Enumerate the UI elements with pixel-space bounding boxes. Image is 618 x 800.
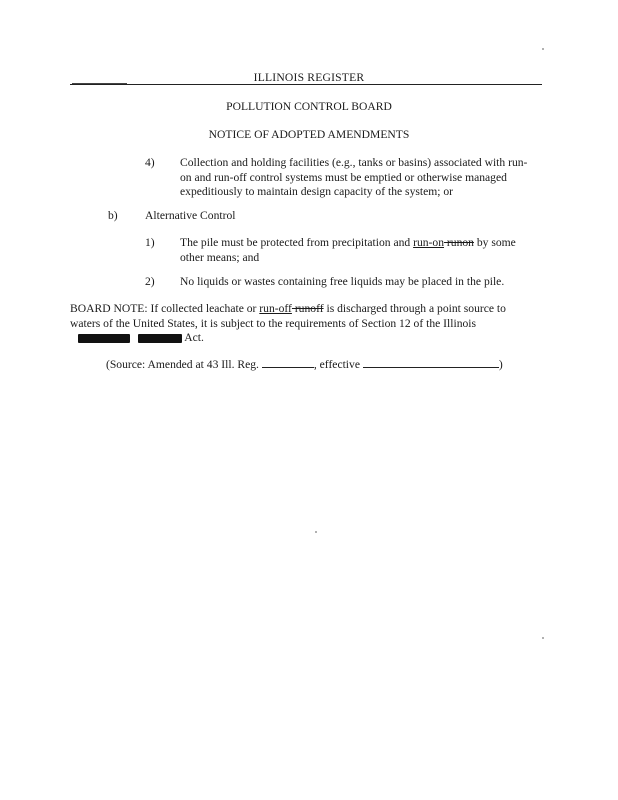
sub-1-text [180, 236, 550, 265]
register-blank [262, 356, 314, 368]
scan-speck [542, 637, 544, 639]
item-4-line-2: on and run-off control systems must be emptied or otherwise managed [180, 170, 507, 184]
redaction-block-2 [138, 334, 182, 343]
board-note [70, 302, 550, 346]
register-title: ILLINOIS REGISTER [253, 71, 365, 84]
run-off-insertion: run-off [259, 302, 292, 315]
sub-1-number: 1) [145, 236, 155, 249]
board-title: POLLUTION CONTROL BOARD [226, 100, 392, 113]
redaction-block-1 [78, 334, 130, 343]
sub-1-line-1-post: by some [473, 236, 516, 249]
board-note-pre: BOARD NOTE: If collected leachate or [70, 302, 260, 315]
sub-1-line-2: other means; and [180, 250, 260, 264]
item-4-text [180, 156, 560, 200]
sub-1-line-1 [180, 236, 550, 251]
board-note-line-3 [70, 331, 550, 346]
source-pre: (Source: Amended at 43 Ill. Reg. [106, 358, 262, 371]
effective-date-blank [363, 356, 499, 368]
runon-deletion: runon [444, 236, 474, 249]
board-note-post: is discharged through a point source to [323, 302, 506, 315]
item-4-number: 4) [145, 156, 155, 169]
sub-2-text: No liquids or wastes containing free liquids may be placed in the pile. [180, 275, 505, 288]
run-on-insertion: run-on [413, 236, 445, 249]
source-line [106, 356, 546, 373]
board-note-line-1 [70, 302, 550, 317]
runoff-deletion: runoff [291, 302, 324, 315]
item-b-number: b) [108, 209, 118, 222]
source-mid: , effective [313, 358, 363, 371]
scan-speck [542, 48, 544, 50]
item-4-line-1: Collection and holding facilities (e.g., tanks or basins) associated with run- [180, 156, 528, 169]
board-note-act: Act. [184, 331, 204, 344]
board-note-line-2: waters of the United States, it is subject to the requirements of Section 12 of the Illinois [70, 316, 477, 330]
notice-title: NOTICE OF ADOPTED AMENDMENTS [208, 128, 410, 141]
sub-1-line-1-pre: The pile must be protected from precipitation and [180, 236, 414, 249]
scan-speck [315, 531, 317, 533]
sub-2-number: 2) [145, 275, 155, 288]
item-b-label: Alternative Control [145, 209, 236, 222]
item-4-line-3: expeditiously to maintain design capacity of the system; or [180, 185, 454, 198]
source-end: ) [498, 358, 503, 371]
